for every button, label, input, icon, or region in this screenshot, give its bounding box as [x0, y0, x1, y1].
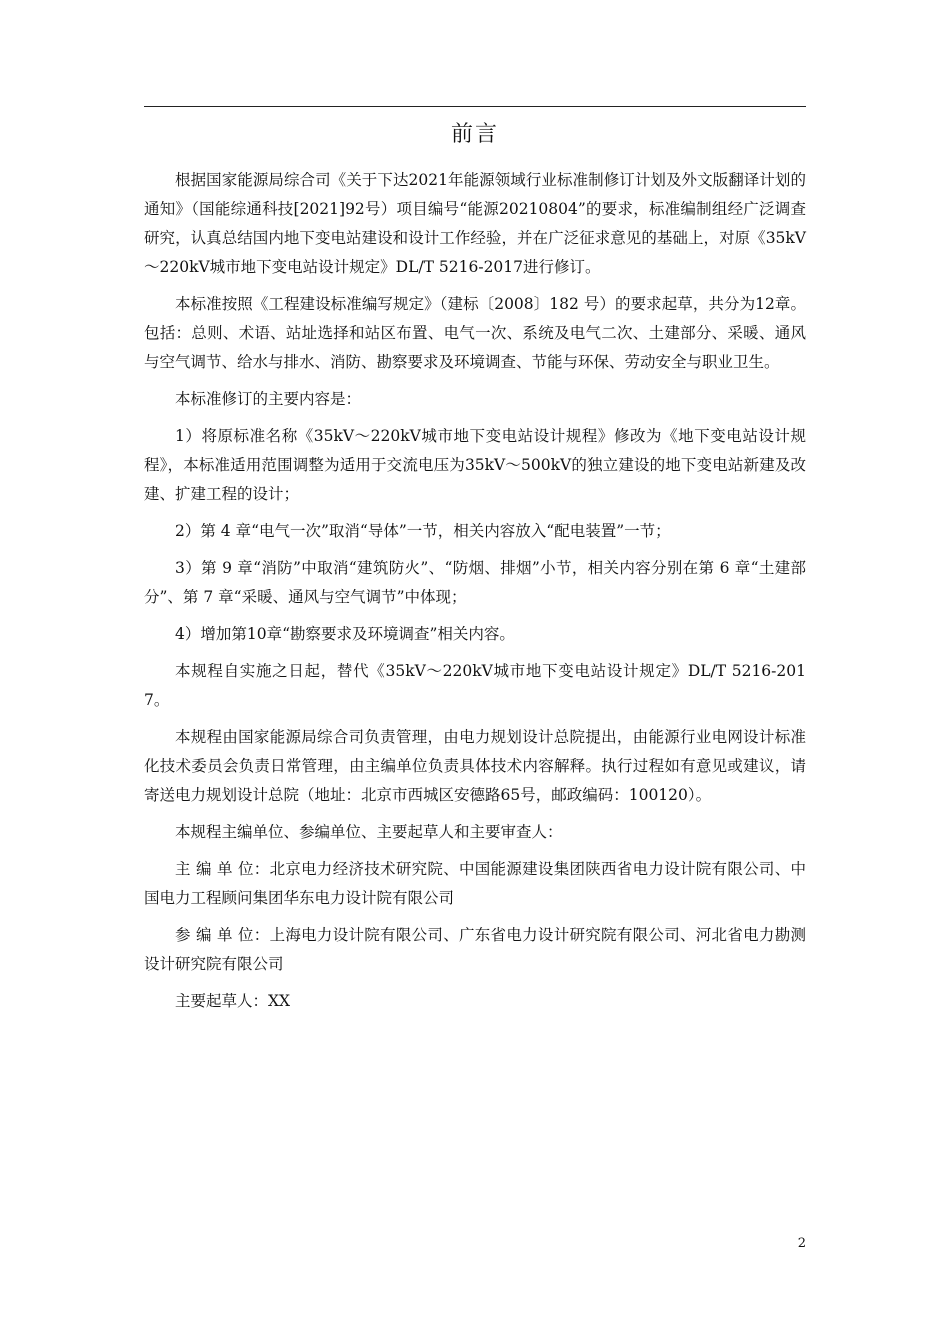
paragraph-contributors-intro: 本规程主编单位、参编单位、主要起草人和主要审查人： [175, 823, 563, 841]
paragraph-revision-item-3: 3）第 9 章“消防”中取消“建筑防火”、“防烟、排烟”小节，相关内容分别在第 6 章“土建部分”、第 7 章“采暖、通风与空气调节”中体现； [144, 559, 806, 606]
paragraph-revision-item-1: 1）将原标准名称《35kV～220kV城市地下变电站设计规程》修改为《地下变电站设计规程》，本标准适用范围调整为适用于交流电压为35kV～500kV的独立建设的地下变电站新建及改建、扩建工程的设计； [144, 427, 806, 503]
paragraph-background: 根据国家能源局综合司《关于下达2021年能源领域行业标准制修订计划及外文版翻译计划的通知》（国能综通科技[2021]92号）项目编号“能源20210804”的要求，标准编制组经广泛调查研究，认真总结国内地下变电站建设和设计工作经验，并在广泛征求意见的基础上，对原《35kV～220kV城市地下变电站设计规定》DL/T 5216-2017进行修订。 [144, 171, 806, 276]
page-title: 前言 [450, 122, 499, 147]
header-rule [144, 106, 806, 107]
paragraph-revision-intro: 本标准修订的主要内容是： [175, 390, 362, 408]
page-number: 2 [797, 1236, 806, 1251]
paragraph-structure: 本标准按照《工程建设标准编写规定》（建标〔2008〕182 号）的要求起草，共分为12章。包括：总则、术语、站址选择和站区布置、电气一次、系统及电气二次、土建部分、采暖、通风与空气调节、给水与排水、消防、勘察要求及环境调查、节能与环保、劳动安全与职业卫生。 [144, 295, 806, 371]
paragraph-chief-editors: 主 编 单 位：北京电力经济技术研究院、中国能源建设集团陕西省电力设计院有限公司、中国电力工程顾问集团华东电力设计院有限公司 [144, 860, 806, 907]
document-body [144, 166, 806, 1024]
paragraph-management: 本规程由国家能源局综合司负责管理，由电力规划设计总院提出，由能源行业电网设计标准化技术委员会负责日常管理，由主编单位负责具体技术内容解释。执行过程如有意见或建议，请寄送电力规划设计总院（地址：北京市西城区安德路65号，邮政编码：100120）。 [144, 728, 806, 804]
paragraph-revision-item-2: 2）第 4 章“电气一次”取消“导体”一节，相关内容放入“配电装置”一节； [175, 522, 671, 540]
paragraph-replacement: 本规程自实施之日起，替代《35kV～220kV城市地下变电站设计规定》DL/T 5216-2017。 [144, 662, 806, 709]
paragraph-participating-editors: 参 编 单 位：上海电力设计院有限公司、广东省电力设计研究院有限公司、河北省电力勘测设计研究院有限公司 [144, 926, 806, 973]
paragraph-drafters: 主要起草人：XX [175, 992, 291, 1010]
paragraph-revision-item-4: 4）增加第10章“勘察要求及环境调查”相关内容。 [175, 625, 515, 643]
